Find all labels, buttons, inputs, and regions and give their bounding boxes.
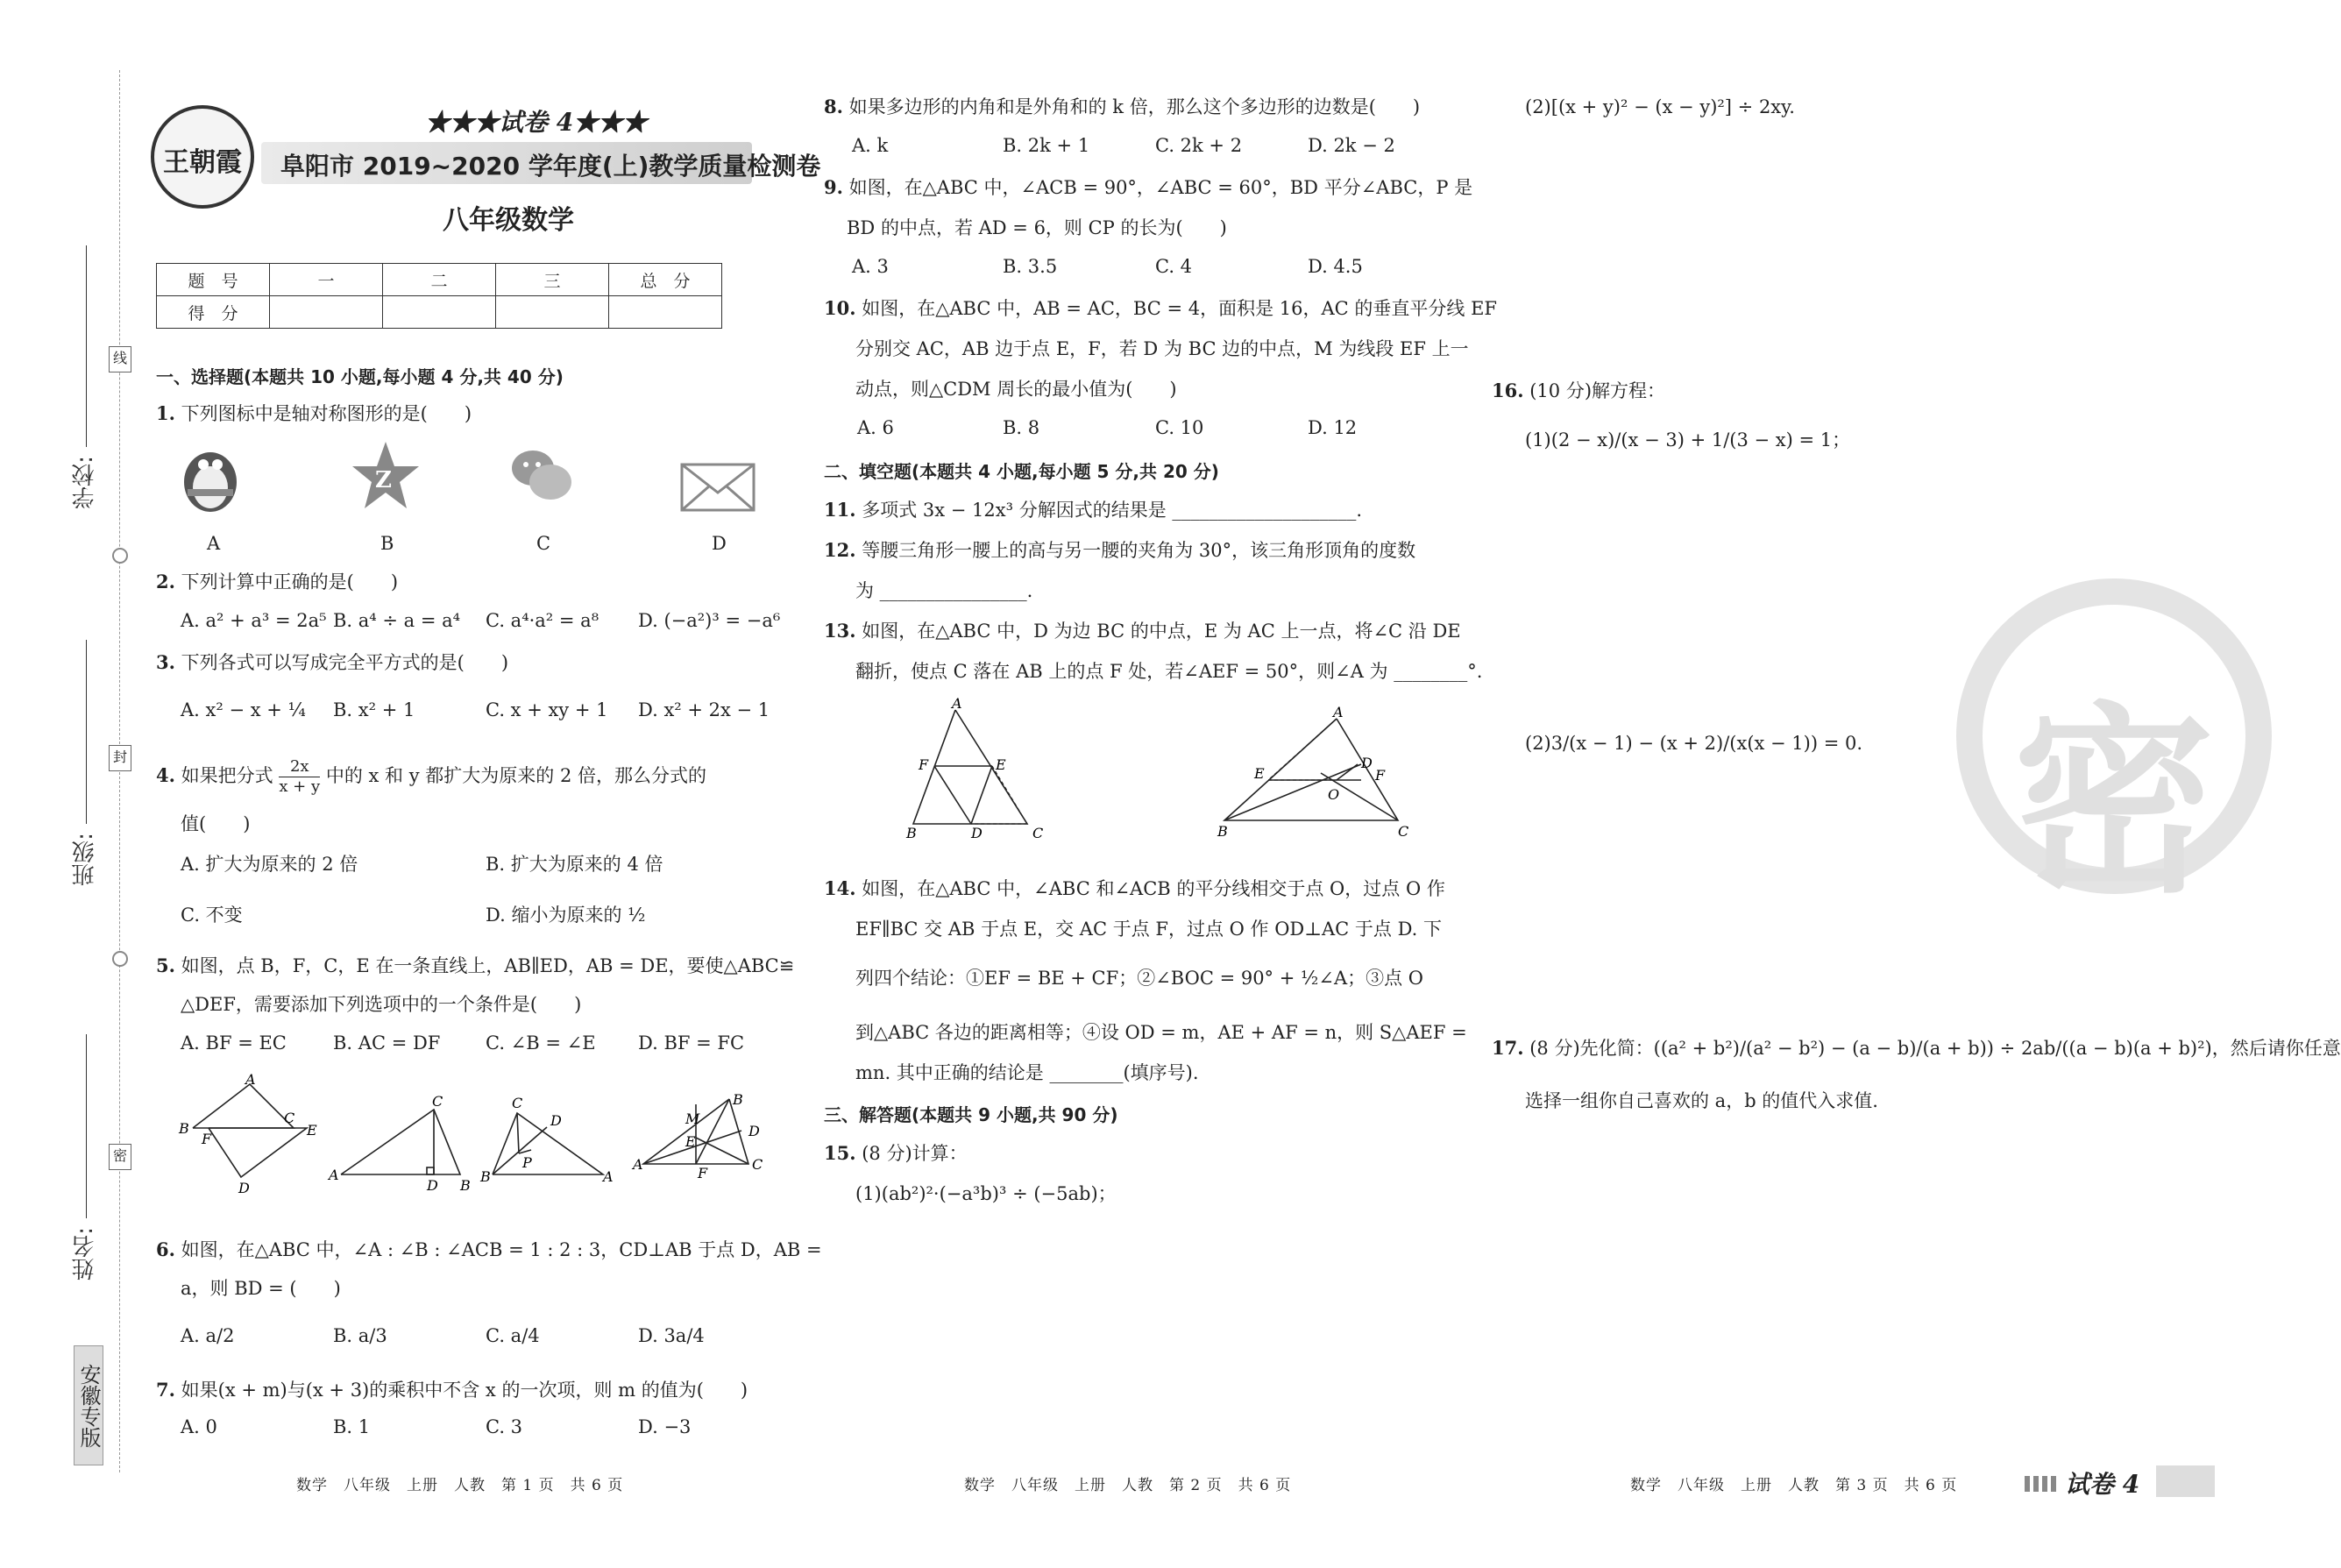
question-6 <box>156 1238 822 1262</box>
q-text: 下列图标中是轴对称图形的是( ) <box>181 403 472 424</box>
svg-text:D: D <box>971 825 983 841</box>
edition-label: 安徽专版 <box>74 1345 103 1465</box>
q-text: 如果(x + m)与(x + 3)的乘积中不含 x 的一次项，则 m 的值为( ) <box>181 1380 748 1401</box>
q1-option-d[interactable]: D <box>712 533 727 554</box>
question-8 <box>824 95 1420 119</box>
q9-option-c[interactable]: C. 4 <box>1155 256 1193 277</box>
school-label: 学校: <box>72 456 98 509</box>
q3-option-a[interactable]: A. x² − x + ¼ <box>181 699 306 720</box>
question-15 <box>824 1141 968 1166</box>
figure-q6 <box>329 1093 486 1194</box>
question-17-cont: 选择一组你自己喜欢的 a，b 的值代入求值. <box>1525 1090 1878 1111</box>
q1-option-b[interactable]: B <box>380 533 394 554</box>
question-14-cont: mn. 其中正确的结论是 ________(填序号). <box>855 1062 1199 1083</box>
q-text: 如图，在△ABC 中，∠A : ∠B : ∠ACB = 1 : 2 : 3，CD⊥AB 于点 D，AB = <box>181 1239 822 1260</box>
q6-option-b[interactable]: B. a/3 <box>333 1325 387 1346</box>
score-table-header-row <box>157 264 722 296</box>
question-14 <box>824 876 1445 901</box>
q-num: 12. <box>824 539 856 561</box>
q5-option-b[interactable]: B. AC = DF <box>333 1032 441 1054</box>
mark-feng: 封 <box>109 745 131 771</box>
q-num: 15. <box>824 1142 856 1164</box>
score-input-3[interactable] <box>496 296 609 329</box>
q10-option-b[interactable]: B. 8 <box>1003 417 1040 438</box>
score-input-1[interactable] <box>270 296 383 329</box>
dot-icon <box>112 548 128 564</box>
q-num: 10. <box>824 297 856 319</box>
q-text: 如果把分式 <box>181 765 273 786</box>
q5-option-d[interactable]: D. BF = FC <box>638 1032 745 1054</box>
svg-text:C: C <box>1398 823 1409 840</box>
question-17 <box>1492 1036 2341 1061</box>
question-5-cont: △DEF，需要添加下列选项中的一个条件是( ) <box>181 994 582 1015</box>
question-5 <box>156 954 794 978</box>
q5-option-c[interactable]: C. ∠B = ∠E <box>486 1032 596 1054</box>
q-num: 1. <box>156 402 175 424</box>
figure-q10 <box>633 1092 773 1197</box>
subject-title: 八年级数学 <box>443 205 574 236</box>
mark-xian: 线 <box>109 346 131 372</box>
logo <box>151 105 254 209</box>
q9-option-d[interactable]: D. 4.5 <box>1308 256 1363 277</box>
q10-option-d[interactable]: D. 12 <box>1308 417 1358 438</box>
q7-option-a[interactable]: A. 0 <box>181 1416 217 1437</box>
q6-option-d[interactable]: D. 3a/4 <box>638 1325 705 1346</box>
q4-option-c[interactable]: C. 不变 <box>181 905 243 926</box>
q-text: 如图，在△ABC 中，D 为边 BC 的中点，E 为 AC 上一点，将∠C 沿 DE <box>862 621 1461 642</box>
q8-option-a[interactable]: A. k <box>852 135 889 156</box>
q8-option-c[interactable]: C. 2k + 2 <box>1155 135 1243 156</box>
q-text: (8 分)计算： <box>862 1143 968 1164</box>
q-text: 如图，在△ABC 中，∠ACB = 90°，∠ABC = 60°，BD 平分∠ABC，P 是 <box>848 177 1473 198</box>
score-input-2[interactable] <box>383 296 496 329</box>
logo-text: 王朝霞 <box>163 147 242 178</box>
name-underline <box>86 1034 87 1218</box>
q-text: (8 分)先化简：((a² + b²)/(a² − b²) − (a − b)/(a + b)) ÷ 2ab/((a − b)(a + b)²)，然后请你任意 <box>1529 1038 2341 1059</box>
frac-num: 2x <box>279 757 320 777</box>
qq-penguin-icon <box>175 436 245 515</box>
q-num: 14. <box>824 877 856 899</box>
question-3 <box>156 650 508 675</box>
q-num: 3. <box>156 651 175 673</box>
svg-text:P: P <box>522 1154 532 1171</box>
footer-tag-decoration <box>2025 1476 2060 1492</box>
score-cell: 得 分 <box>157 296 270 329</box>
svg-text:D: D <box>1361 755 1373 771</box>
q3-option-c[interactable]: C. x + xy + 1 <box>486 699 608 720</box>
q-text: 如果多边形的内角和是外角和的 k 倍，那么这个多边形的边数是( ) <box>848 96 1421 117</box>
svg-text:B: B <box>733 1091 743 1108</box>
svg-text:E: E <box>996 756 1006 773</box>
score-input-total[interactable] <box>609 296 722 329</box>
q8-option-b[interactable]: B. 2k + 1 <box>1003 135 1090 156</box>
series-label: ★★★试卷 4★★★ <box>425 108 648 137</box>
question-14-cont: 到△ABC 各边的距离相等；④设 OD = m，AE + AF = n，则 S△AEF = <box>855 1022 1467 1043</box>
question-10 <box>824 296 1497 321</box>
question-9-cont: BD 的中点，若 AD = 6，则 CP 的长为( ) <box>847 217 1227 238</box>
question-7 <box>156 1378 748 1402</box>
class-label: 班级: <box>72 833 98 886</box>
question-9 <box>824 175 1472 200</box>
qzone-star-icon <box>349 438 422 512</box>
question-15-part2: (2)[(x + y)² − (x − y)²] ÷ 2xy. <box>1525 96 1795 117</box>
q8-option-d[interactable]: D. 2k − 2 <box>1308 135 1395 156</box>
q-num: 4. <box>156 764 175 786</box>
score-cell: 题 号 <box>157 264 270 296</box>
svg-text:A: A <box>329 1167 339 1183</box>
svg-text:C: C <box>752 1156 763 1173</box>
score-table-score-row <box>157 296 722 329</box>
q7-option-b[interactable]: B. 1 <box>333 1416 371 1437</box>
footer-tag-bar <box>2156 1465 2215 1497</box>
question-11 <box>824 498 1362 522</box>
q-text: 如图，点 B，F，C，E 在一条直线上，AB∥ED，AB = DE，要使△ABC≌ <box>181 955 795 976</box>
binding-line <box>119 70 120 1472</box>
question-13 <box>824 619 1461 643</box>
q3-option-d[interactable]: D. x² + 2x − 1 <box>638 699 770 720</box>
svg-text:F: F <box>919 756 929 773</box>
footer-page-2: 数学 八年级 上册 人教 第 2 页 共 6 页 <box>964 1477 1292 1494</box>
question-4 <box>156 757 706 797</box>
question-16-part1: (1)(2 − x)/(x − 3) + 1/(3 − x) = 1； <box>1525 429 1851 451</box>
svg-text:B: B <box>1217 823 1228 840</box>
svg-text:B: B <box>906 825 917 841</box>
score-table <box>156 263 722 329</box>
q9-option-b[interactable]: B. 3.5 <box>1003 256 1058 277</box>
section-1-heading: 一、选择题(本题共 10 小题,每小题 4 分,共 40 分) <box>156 366 564 387</box>
question-12 <box>824 538 1415 563</box>
q1-option-c[interactable]: C <box>536 533 551 554</box>
q-text: 如图，在△ABC 中，AB = AC，BC = 4，面积是 16，AC 的垂直平分线 EF <box>862 298 1497 319</box>
question-15-part1: (1)(ab²)²·(−a³b)³ ÷ (−5ab)； <box>855 1183 1117 1204</box>
q3-option-b[interactable]: B. x² + 1 <box>333 699 415 720</box>
q6-option-a[interactable]: A. a/2 <box>181 1325 235 1346</box>
question-14-cont: 列四个结论：①EF = BE + CF；②∠BOC = 90° + ½∠A；③点 O <box>855 968 1424 989</box>
svg-text:C: C <box>1032 825 1044 841</box>
question-10-cont: 动点，则△CDM 周长的最小值为( ) <box>855 379 1177 400</box>
name-label: 姓名: <box>72 1227 98 1281</box>
q-num: 17. <box>1492 1037 1524 1059</box>
question-12-cont: 为 ________________. <box>855 580 1033 601</box>
footer-page-3: 数学 八年级 上册 人教 第 3 页 共 6 页 <box>1630 1477 1958 1494</box>
question-2 <box>156 570 398 594</box>
svg-text:D: D <box>550 1112 562 1129</box>
q-text: 中的 x 和 y 都扩大为原来的 2 倍，那么分式的 <box>325 765 706 786</box>
q-text: 如图，在△ABC 中，∠ABC 和∠ACB 的平分线相交于点 O，过点 O 作 <box>862 878 1445 899</box>
score-cell: 一 <box>270 264 383 296</box>
score-cell: 总 分 <box>609 264 722 296</box>
q1-option-a[interactable]: A <box>207 533 221 554</box>
q2-option-d[interactable]: D. (−a²)³ = −a⁶ <box>638 610 781 631</box>
fraction <box>279 757 320 797</box>
q-text: 下列各式可以写成完全平方式的是( ) <box>181 652 509 673</box>
svg-text:D: D <box>427 1177 438 1194</box>
svg-text:C: C <box>512 1095 523 1111</box>
q-num: 9. <box>824 176 843 198</box>
mark-mi: 密 <box>109 1144 131 1170</box>
q-num: 11. <box>824 499 856 521</box>
q-text: 下列计算中正确的是( ) <box>181 571 399 592</box>
question-6-cont: a，则 BD = ( ) <box>181 1278 341 1299</box>
svg-text:A: A <box>1333 704 1344 720</box>
figure-q5 <box>175 1071 324 1196</box>
q10-option-c[interactable]: C. 10 <box>1155 417 1204 438</box>
q-num: 8. <box>824 96 843 117</box>
q2-option-b[interactable]: B. a⁴ ÷ a = a⁴ <box>333 610 461 631</box>
svg-text:D: D <box>748 1123 760 1139</box>
q-num: 7. <box>156 1379 175 1401</box>
footer-tag: 试卷 4 <box>2065 1470 2140 1499</box>
watermark-char: 密 <box>2012 686 2215 920</box>
school-underline <box>86 245 87 447</box>
class-underline <box>86 640 87 824</box>
question-13-cont: 翻折，使点 C 落在 AB 上的点 F 处，若∠AEF = 50°，则∠A 为 ________°. <box>855 661 1483 682</box>
q-text: 多项式 3x − 12x³ 分解因式的结果是 ____________________. <box>862 500 1363 521</box>
q4-option-d[interactable]: D. 缩小为原来的 ½ <box>486 905 646 926</box>
q-num: 6. <box>156 1238 175 1260</box>
section-2-heading: 二、填空题(本题共 4 小题,每小题 5 分,共 20 分) <box>824 461 1219 482</box>
section-3-heading: 三、解答题(本题共 9 小题,共 90 分) <box>824 1104 1118 1125</box>
question-1 <box>156 401 472 426</box>
dot-icon <box>112 951 128 967</box>
envelope-icon <box>680 463 756 512</box>
frac-den: x + y <box>279 777 321 796</box>
svg-text:E: E <box>685 1133 696 1150</box>
svg-text:Z: Z <box>375 467 392 493</box>
svg-text:A: A <box>952 695 962 712</box>
score-cell: 三 <box>496 264 609 296</box>
figure-q14 <box>1214 704 1424 840</box>
figure-q13 <box>894 695 1069 841</box>
footer-page-1: 数学 八年级 上册 人教 第 1 页 共 6 页 <box>296 1477 624 1494</box>
svg-text:F: F <box>202 1131 212 1147</box>
svg-text:C: C <box>284 1110 295 1126</box>
svg-text:A: A <box>603 1168 614 1185</box>
question-10-cont: 分别交 AC，AB 边于点 E，F，若 D 为 BC 边的中点，M 为线段 EF 上一 <box>855 338 1469 359</box>
svg-text:E: E <box>307 1122 317 1139</box>
q-num: 13. <box>824 620 856 642</box>
svg-text:B: B <box>460 1177 471 1194</box>
score-cell: 二 <box>383 264 496 296</box>
q-num: 16. <box>1492 380 1524 401</box>
q-num: 2. <box>156 571 175 592</box>
q10-option-a[interactable]: A. 6 <box>857 417 894 438</box>
svg-text:O: O <box>1328 786 1340 803</box>
question-4-cont: 值( ) <box>181 813 251 834</box>
q2-option-c[interactable]: C. a⁴·a² = a⁸ <box>486 610 599 631</box>
q-num: 5. <box>156 954 175 976</box>
q-text: 等腰三角形一腰上的高与另一腰的夹角为 30°，该三角形顶角的度数 <box>862 540 1416 561</box>
q6-option-c[interactable]: C. a/4 <box>486 1325 540 1346</box>
svg-text:F: F <box>698 1165 708 1181</box>
q4-option-a[interactable]: A. 扩大为原来的 2 倍 <box>181 854 358 875</box>
svg-text:D: D <box>238 1180 250 1196</box>
wechat-icon <box>508 445 575 507</box>
watermark-seal <box>1956 578 2272 920</box>
question-16 <box>1492 379 1665 403</box>
q7-option-c[interactable]: C. 3 <box>486 1416 523 1437</box>
exam-title: 阜阳市 2019~2020 学年度(上)教学质量检测卷 <box>280 152 821 181</box>
svg-text:E: E <box>1254 765 1265 782</box>
svg-text:B: B <box>179 1120 189 1137</box>
q7-option-d[interactable]: D. −3 <box>638 1416 692 1437</box>
figure-q9 <box>480 1094 621 1190</box>
q2-option-a[interactable]: A. a² + a³ = 2a⁵ <box>181 610 327 631</box>
q9-option-a[interactable]: A. 3 <box>852 256 889 277</box>
svg-text:M: M <box>685 1110 700 1127</box>
svg-text:F: F <box>1375 767 1386 784</box>
svg-text:C: C <box>432 1093 443 1110</box>
svg-text:B: B <box>480 1168 491 1185</box>
question-14-cont: EF∥BC 交 AB 于点 E，交 AC 于点 F，过点 O 作 OD⊥AC 于点 D. 下 <box>855 919 1443 940</box>
q-text: (10 分)解方程： <box>1529 380 1666 401</box>
q5-option-a[interactable]: A. BF = EC <box>181 1032 287 1054</box>
q4-option-b[interactable]: B. 扩大为原来的 4 倍 <box>486 854 663 875</box>
svg-text:A: A <box>245 1071 256 1088</box>
question-16-part2: (2)3/(x − 1) − (x + 2)/(x(x − 1)) = 0. <box>1525 733 1863 754</box>
svg-text:A: A <box>633 1156 643 1173</box>
